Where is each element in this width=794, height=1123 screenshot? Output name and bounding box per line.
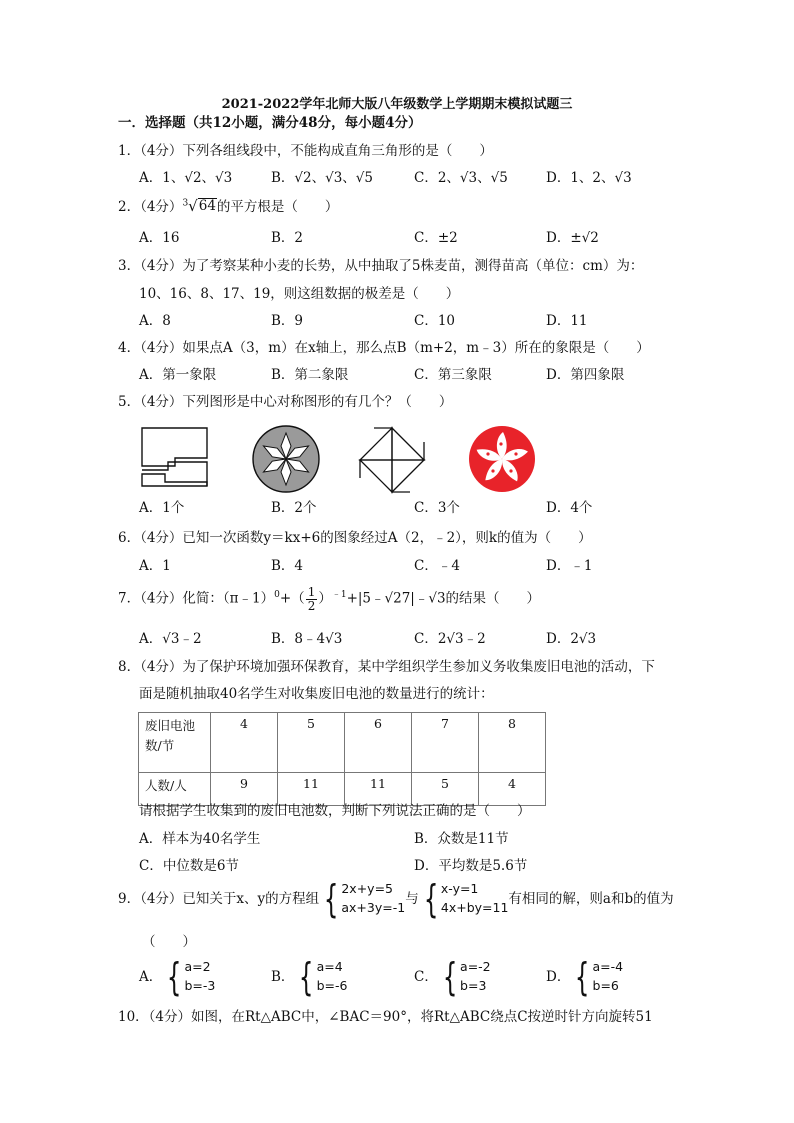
q9-stem-prefix: 9．（4分）已知关于x、y的方程组 [118, 890, 320, 907]
q3-stem-line2: 10、16、8、17、19，则这组数据的极差是（ ） [139, 286, 460, 302]
q3-option-c[interactable]: C．10 [414, 313, 456, 329]
q5-stem: 5．（4分）下列图形是中心对称图形的有几个？（ ） [118, 394, 453, 410]
q9-option-d-label: D． [546, 968, 571, 985]
table-cell: 11 [345, 773, 412, 806]
q1-option-c[interactable]: C．2、√3、√5 [414, 170, 508, 186]
table-cell: 4 [479, 773, 546, 806]
q8-stem: 8．（4分）为了保护环境加强环保教育，某中学组织学生参加义务收集废旧电池的活动，下 [118, 659, 655, 675]
figure-bauhinia [467, 424, 537, 494]
q9-sys1-line1: 2x+y=5 [341, 881, 394, 897]
q4-option-b[interactable]: B．第二象限 [271, 367, 349, 383]
q7-fraction [306, 586, 318, 612]
q7-plus: +（ [279, 590, 305, 607]
q1-option-b[interactable]: B．√2、√3、√5 [271, 170, 373, 186]
q2-root: √ 64 [188, 196, 216, 215]
q1-option-d[interactable]: D．1、2、√3 [546, 170, 632, 186]
q9-system-1: { 2x+y=5 ax+3y=-1 [324, 877, 406, 921]
table-cell: 8 [479, 713, 546, 773]
q7-option-d[interactable]: D．2√3 [546, 631, 597, 647]
q2-root-index: 3 [182, 198, 189, 209]
figure-star-of-rhombi [251, 424, 321, 494]
q7-frac-den: 2 [307, 598, 316, 613]
section-heading: 一．选择题（共12小题，满分48分，每小题4分） [118, 115, 422, 131]
table-row [139, 713, 546, 773]
q7-frac-num: 1 [307, 585, 316, 599]
q5-option-d[interactable]: D．4个 [546, 500, 593, 516]
q2-option-d[interactable]: D．±√2 [546, 230, 599, 246]
q9-stem-suffix: 有相同的解，则a和b的值为 [508, 890, 674, 907]
q8-option-a[interactable]: A．样本为40名学生 [139, 831, 261, 847]
q9-sys2-line2: 4x+by=11 [440, 900, 509, 915]
q3-option-d[interactable]: D．11 [546, 313, 588, 329]
q8-option-d[interactable]: D．平均数是5.6节 [414, 858, 528, 874]
q9-option-b[interactable] [271, 955, 348, 999]
q10-stem: 10．（4分）如图，在Rt△ABC中，∠BAC＝90°，将Rt△ABC绕点C按逆时针方向旋转51 [118, 1009, 653, 1025]
table-cell: 11 [278, 773, 345, 806]
q3-option-a[interactable]: A．8 [139, 313, 171, 329]
q4-option-d[interactable]: D．第四象限 [546, 367, 625, 383]
q5-option-b[interactable]: B．2个 [271, 500, 317, 516]
q9-stem [118, 877, 674, 921]
table-cell: 9 [211, 773, 278, 806]
q2-root-arg: 64 [198, 198, 216, 214]
q2-stem [118, 198, 338, 215]
q9-option-b-system: { a=4 b=-6 [299, 955, 348, 999]
q2-option-a[interactable]: A．16 [139, 230, 180, 246]
q6-option-a[interactable]: A．1 [139, 558, 171, 574]
q7-exp-zero: 0 [274, 590, 280, 601]
q9-system-2: { x-y=1 4x+by=11 [423, 877, 509, 921]
table-row [139, 773, 546, 806]
q9-d-line2: b=6 [592, 978, 619, 993]
q9-option-a-system: { a=2 b=-3 [167, 955, 216, 999]
q8-option-c[interactable]: C．中位数是6节 [139, 858, 239, 874]
q7-exp-neg: ﹣1 [331, 590, 347, 601]
table-header-batteries [139, 713, 211, 773]
q7-stem [118, 586, 540, 612]
q5-option-c[interactable]: C．3个 [414, 500, 460, 516]
q8-prompt: 请根据学生收集到的废旧电池数，判断下列说法正确的是（ ） [139, 803, 531, 819]
q2-option-c[interactable]: C．±2 [414, 230, 458, 246]
q9-c-line1: a=-2 [460, 959, 491, 975]
battery-stats-table [138, 712, 546, 806]
q6-stem: 6．（4分）已知一次函数y＝kx+6的图象经过A（2，﹣2），则k的值为（ ） [118, 530, 592, 546]
table-cell: 5 [278, 713, 345, 773]
q9-option-d-system: { a=-4 b=6 [575, 955, 624, 999]
q4-option-a[interactable]: A．第一象限 [139, 367, 217, 383]
q9-option-c[interactable] [414, 955, 491, 999]
q3-stem: 3．（4分）为了考察某种小麦的长势，从中抽取了5株麦苗，测得苗高（单位：cm）为： [118, 258, 644, 274]
q8-stem-line2: 面是随机抽取40名学生对收集废旧电池的数量进行的统计： [139, 686, 494, 702]
q4-option-c[interactable]: C．第三象限 [414, 367, 492, 383]
figure-notched-rectangle [140, 426, 210, 488]
q7-option-a[interactable]: A．√3﹣2 [139, 631, 202, 647]
q9-sys2-line1: x-y=1 [440, 881, 479, 897]
q9-option-b-label: B． [271, 968, 295, 985]
q2-stem-suffix: 的平方根是（ ） [216, 198, 339, 215]
q9-b-line1: a=4 [316, 959, 343, 975]
q9-sys1-line2: ax+3y=-1 [341, 900, 406, 915]
q1-stem: 1．（4分）下列各组线段中，不能构成直角三角形的是（ ） [118, 143, 493, 159]
q9-paren: （ ） [142, 934, 196, 950]
q2-option-b[interactable]: B．2 [271, 230, 304, 246]
q6-option-d[interactable]: D．﹣1 [546, 558, 593, 574]
table-cell: 7 [412, 713, 479, 773]
q5-option-a[interactable]: A．1个 [139, 500, 185, 516]
q9-and: 与 [405, 890, 419, 907]
table-cell: 5 [412, 773, 479, 806]
q9-d-line1: a=-4 [592, 959, 624, 975]
q9-option-c-system: { a=-2 b=3 [442, 955, 491, 999]
q2-stem-prefix: 2．（4分） [118, 198, 183, 215]
table-cell: 6 [345, 713, 412, 773]
q9-b-line2: b=-6 [316, 978, 348, 993]
q1-option-a[interactable]: A．1、√2、√3 [139, 170, 233, 186]
figure-pinwheel [356, 424, 428, 496]
header-line2: 数/节 [145, 738, 175, 753]
q9-c-line2: b=3 [460, 978, 487, 993]
q3-option-b[interactable]: B．9 [271, 313, 304, 329]
q4-stem: 4．（4分）如果点A（3，m）在x轴上，那么点B（m+2，m﹣3）所在的象限是（ ） [118, 340, 650, 356]
q7-rest: +|5﹣√27|﹣√3的结果（ ） [346, 590, 541, 607]
q9-option-a[interactable] [139, 955, 216, 999]
table-header-people: 人数/人 [139, 773, 211, 806]
q9-option-d[interactable] [546, 955, 624, 999]
q9-option-c-label: C． [414, 968, 438, 985]
q7-close: ） [318, 590, 332, 607]
page-title: 2021-2022学年北师大版八年级数学上学期期末模拟试题三 [221, 97, 573, 112]
q6-option-c[interactable]: C．﹣4 [414, 558, 460, 574]
table-cell: 4 [211, 713, 278, 773]
q7-option-b[interactable]: B．8﹣4√3 [271, 631, 343, 647]
q7-option-c[interactable]: C．2√3﹣2 [414, 631, 486, 647]
q9-a-line1: a=2 [184, 959, 211, 975]
q8-option-b[interactable]: B．众数是11节 [414, 831, 509, 847]
q9-a-line2: b=-3 [184, 978, 216, 993]
q6-option-b[interactable]: B．4 [271, 558, 304, 574]
q9-option-a-label: A． [139, 968, 163, 985]
header-line1: 废旧电池 [145, 718, 196, 733]
q7-stem-prefix: 7．（4分）化简：（π﹣1） [118, 590, 275, 607]
